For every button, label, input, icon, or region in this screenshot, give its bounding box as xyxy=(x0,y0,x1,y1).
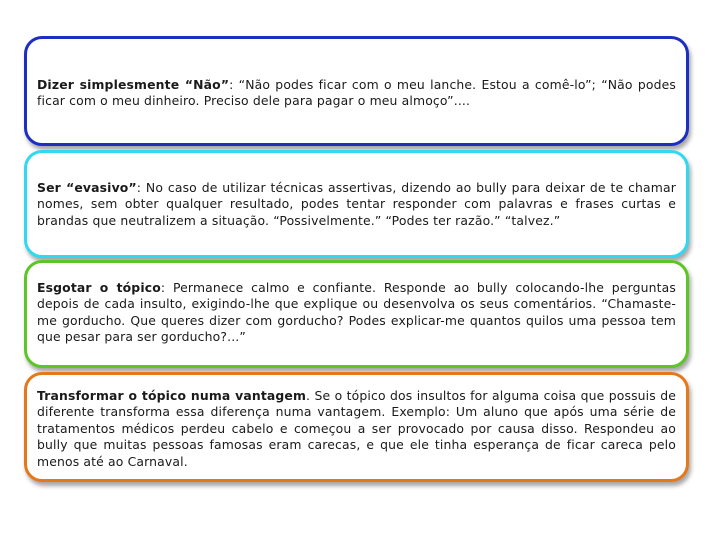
card-lead: Dizer simplesmente “Não” xyxy=(37,77,230,92)
card-transformar-vantagem xyxy=(24,372,689,482)
card-text xyxy=(37,388,676,470)
card-body: . Se o tópico dos insultos for alguma coisa que possuis de diferente transforma essa diferença numa vantagem. Exemplo: Um aluno que após uma série de tratamentos médicos perdeu cabelo e começou a ser provocado por causa disso. Respondeu ao bully que muitas pessoas famosas eram carecas, e que ele tinha esperança de ficar careca pelo menos até ao Carnaval. xyxy=(37,388,676,469)
card-text xyxy=(37,180,676,229)
card-body: : No caso de utilizar técnicas assertivas, dizendo ao bully para deixar de te chamar nomes, sem obter qualquer resultado, podes tentar responder com palavras e frases curtas e brandas que neutralizem a situação. “Possivelmente.” “Podes ter razão.” “talvez.” xyxy=(37,180,676,228)
card-body: : “Não podes ficar com o meu lanche. Estou a comê-lo”; “Não podes ficar com o meu dinheiro. Preciso dele para pagar o meu almoço”.... xyxy=(37,77,676,109)
card-esgotar-topico xyxy=(24,260,689,368)
card-body: : Permanece calmo e confiante. Responde ao bully colocando-lhe perguntas depois de cada insulto, exigindo-lhe que explique ou desenvolva os seus comentários. “Chamaste-me gorducho. Que queres dizer com gorducho? Podes explicar-me quantos quilos uma pessoa tem que pesar para ser gorducho?...” xyxy=(37,280,676,345)
card-lead: Ser “evasivo” xyxy=(37,180,137,195)
card-lead: Transformar o tópico numa vantagem xyxy=(37,388,307,403)
card-text xyxy=(37,77,676,110)
card-text xyxy=(37,280,676,346)
card-dizer-nao xyxy=(24,36,689,146)
card-ser-evasivo xyxy=(24,150,689,258)
card-lead: Esgotar o tópico xyxy=(37,280,161,295)
